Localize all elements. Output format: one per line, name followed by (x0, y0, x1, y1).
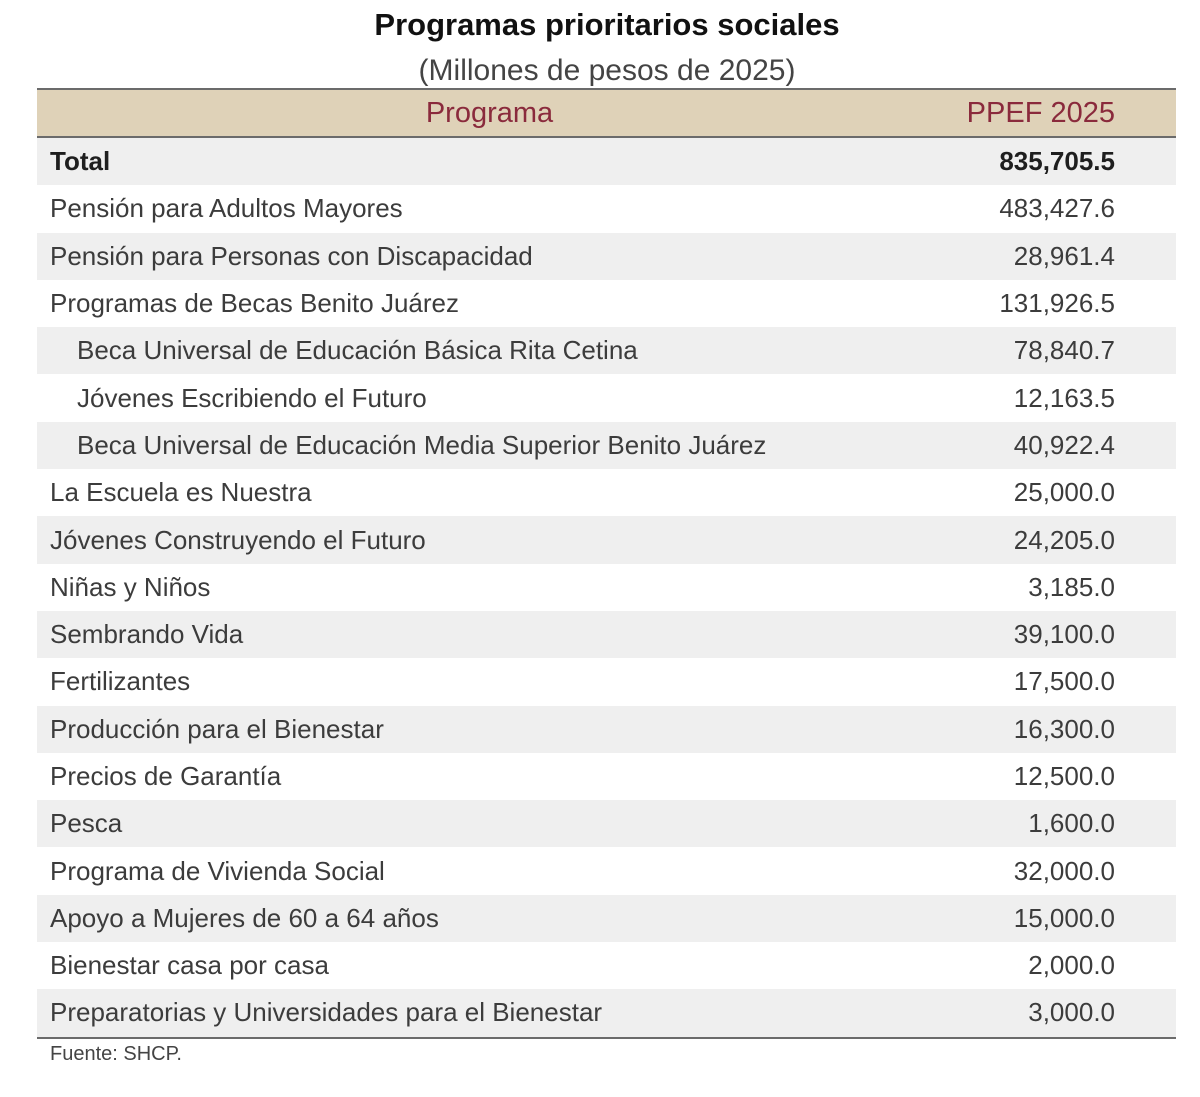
table-row (37, 658, 1176, 705)
table-title: Programas prioritarios sociales (374, 7, 840, 42)
row-value: 16,300.0 (1013, 713, 1115, 744)
row-value: 12,500.0 (1013, 761, 1115, 791)
row-label: Programa de Vivienda Social (50, 855, 385, 886)
table-row (37, 422, 1176, 469)
row-label: Jóvenes Escribiendo el Futuro (77, 382, 427, 413)
row-value: 39,100.0 (1013, 619, 1115, 650)
row-label: Beca Universal de Educación Básica Rita Cetina (77, 335, 638, 366)
row-label: Niñas y Niños (50, 571, 211, 602)
table-row (37, 753, 1176, 800)
table-row (37, 800, 1176, 847)
programs-table (37, 88, 1176, 1039)
row-label: Beca Universal de Educación Media Superior Benito Juárez (77, 429, 767, 460)
table-row-total (37, 138, 1176, 185)
row-value: 131,926.5 (999, 288, 1115, 319)
row-label: Bienestar casa por casa (50, 950, 329, 981)
row-label: Apoyo a Mujeres de 60 a 64 años (50, 902, 439, 933)
row-value: 28,961.4 (1013, 240, 1115, 271)
table-row (37, 706, 1176, 753)
row-value: 835,705.5 (999, 146, 1115, 177)
row-value: 17,500.0 (1013, 666, 1115, 697)
source-note: Fuente: SHCP. (50, 1043, 182, 1065)
table-row (37, 374, 1176, 421)
table-row (37, 327, 1176, 374)
row-label: Total (50, 146, 111, 177)
table-row (37, 233, 1176, 280)
row-value: 1,600.0 (1028, 808, 1115, 839)
row-value: 12,163.5 (1013, 382, 1115, 413)
header-ppef: PPEF 2025 (966, 96, 1115, 129)
table-row (37, 942, 1176, 989)
table-subtitle: (Millones de pesos de 2025) (418, 54, 796, 87)
row-value: 2,000.0 (1028, 950, 1115, 981)
row-value: 3,185.0 (1028, 571, 1115, 602)
table-row (37, 469, 1176, 516)
row-value: 15,000.0 (1013, 902, 1115, 933)
table-row (37, 564, 1176, 611)
table-row (37, 516, 1176, 563)
table-row (37, 895, 1176, 942)
row-label: Producción para el Bienestar (50, 713, 384, 744)
row-value: 32,000.0 (1013, 855, 1115, 886)
row-label: Preparatorias y Universidades para el Bienestar (50, 997, 603, 1028)
table-row (37, 847, 1176, 894)
header-program: Programa (425, 96, 554, 129)
table-row (37, 611, 1176, 658)
row-value: 40,922.4 (1013, 429, 1115, 460)
row-value: 3,000.0 (1028, 997, 1115, 1028)
table-header (37, 88, 1176, 138)
row-value: 25,000.0 (1013, 477, 1115, 508)
table-row (37, 185, 1176, 232)
row-value: 483,427.6 (999, 193, 1115, 224)
row-value: 24,205.0 (1013, 524, 1115, 555)
row-label: Pensión para Personas con Discapacidad (50, 240, 533, 271)
table-row (37, 989, 1176, 1036)
row-label: Pesca (50, 808, 123, 839)
row-label: Fertilizantes (50, 666, 191, 697)
row-label: Programas de Becas Benito Juárez (50, 288, 459, 319)
row-label: Precios de Garantía (50, 761, 282, 791)
row-label: Jóvenes Construyendo el Futuro (50, 524, 426, 555)
table-row (37, 280, 1176, 327)
row-label: Pensión para Adultos Mayores (50, 193, 403, 224)
row-label: La Escuela es Nuestra (50, 477, 312, 508)
row-value: 78,840.7 (1013, 335, 1115, 366)
table-bottom-rule (37, 1037, 1176, 1039)
row-label: Sembrando Vida (50, 619, 244, 650)
